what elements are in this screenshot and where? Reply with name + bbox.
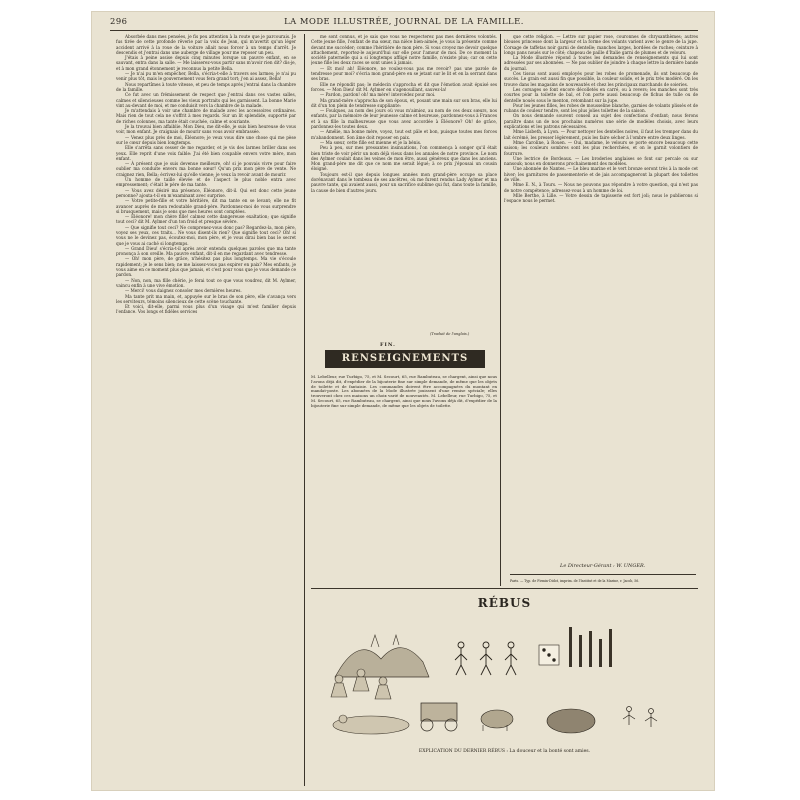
paragraph: que cette religion. — Lettre sur papier rose, couronnes de chrysanthèmes; autres blouses princesse dont la largeur et la forme des volants varient avec le genre de la jupe. Corsage de taffetas noir garni de dentelle; manches larges, bordées de ruches; ceinture à longs pans noués sur le côté; chapeau de paille d'Italie garni de plumes et de velours.: [504, 34, 698, 55]
paragraph: On nous demande souvent conseil au sujet des confections d'enfant; nous ferons paraître dans un de nos prochains numéros une série de modèles choisis, avec leurs explications et les patrons nécessaires.: [504, 113, 698, 130]
paragraph: — Votre petite-fille et votre héritière, dit ma tante en se levant; elle ne fit avancer auprès de mon redoutable grand-père. Pardonnez-moi de vous surprendre si brusquement, mais je sens que mes heures sont comptées.: [116, 198, 296, 214]
paragraph: Mme Caroline, à Rouen. — Oui, madame, le velours se porte encore beaucoup cette saison; les couleurs sombres sont les plus recherchées, et on le garnit volontiers de fourrure.: [504, 139, 698, 156]
landscape-vignette: [335, 635, 429, 677]
paragraph: Mme Lisbeth, à Lyon. — Pour nettoyer les dentelles noires, il faut les tremper dans du lait écrémé, les presser légèrement, puis les faire sécher à l'ombre entre deux linges.: [504, 129, 698, 140]
paragraph: — Vous avez désiré ma présence, Éléonore, dit-il. Qui est donc cette jeune personne? ajouta-t-il en m'examinant avec surprise.: [116, 187, 296, 198]
paragraph: — Amélie, ma bonne mère, voyez, tout est pâle et bon, puisque toutes mes forces m'abandonnent. Son âme doit reposer en paix.: [311, 129, 497, 140]
header-rule: [110, 30, 698, 31]
paragraph: — Ma sœur, cette fille est mienne et je la bénis.: [320, 139, 422, 145]
column-divider-2: [500, 34, 501, 586]
fashion-column: [504, 34, 698, 600]
paragraph: — Je n'ai pu m'en empêcher, Bella, s'écria-t-elle à travers ses larmes; je n'ai pu venir plus tôt, mais le gouvernement vous fera grand tort; j'en ai assez, Bella!: [116, 71, 296, 82]
paragraph: — Pardon, pardon! oh! ma mère! intercédez pour moi.: [320, 92, 436, 98]
rebus-explanation: EXPLICATION DU DERNIER RÉBUS : La douceur et la bonté sont amies.: [418, 749, 591, 754]
paragraph: Toujours est-il que depuis longues années mon grand-père occupe sa place dorénavant dans le tombeau de ses ancêtres, où me furent rendus Lady Aylmer et ma pauvre tante, qui avaient aussi, pour un sacrifice sublime qui fut, dans toute la famille, la cause de bien d'autres jours.: [311, 171, 497, 193]
paragraph: Nous repartîmes à toute vitesse, et peu de temps après j'entrai dans la chambre de la famille.: [116, 81, 296, 92]
paragraph: — Grand Dieu! s'écria-t-il après avoir entendu quelques paroles que ma tante prononça à son oreille. Ma pauvre enfant, dit-il en me regardant avec tendresse.: [116, 245, 296, 257]
pig-figure: [481, 710, 513, 731]
paragraph: Je la trouvai bien affaiblie. Mon Dieu, me dit-elle, je suis bien heureuse de vous voir, mon enfant. Je craignais de mourir sans vous avoir embrassée.: [116, 124, 296, 135]
stick-figures: [455, 642, 517, 675]
renseignements-banner: [325, 350, 485, 368]
translation-credit: (Traduit de l'anglais.): [430, 332, 470, 336]
paragraph: La Mode illustrée répond à toutes les demandes de renseignements qui lui sont adressées par ses abonnées. — Ne pas oublier de joindre à chaque lettre la dernière bande du journal.: [504, 55, 698, 71]
bread-loaf: [547, 709, 595, 733]
printer-line: Paris. — Typ. de Firmin-Didot, imprim. de l'Institut et de la Marine, r. Jacob, 56.: [510, 579, 640, 583]
rebus-title: RÉBUS: [477, 596, 532, 610]
paragraph: me sont connus, et je sais que vous ne respecterez pas mes dernières volontés. Cette jeune fille, l'enfant de ma sœur, ma nièce bien-aimée, je vous la présente comme devant me succéder; comme l'héritière de mon père. Si vous croyez me devoir quelque attachement, reportez-le aujourd'hui sur elle pour l'amour de moi. De ce moment la société paternelle qui a si longtemps affligé notre famille, n'existe plus; car on cette jeune fille les deux races se sont unies à jamais.: [311, 34, 497, 66]
paragraph: Et voici, dit-elle, parmi vous plus d'un visage qui m'est familier depuis l'enfance. Vos longs et fidèles services: [116, 304, 296, 315]
paragraph: Elle s'arrêta sans cesser de me regarder, et je vis des larmes briller dans ses yeux. Elle reprit d'une voix faible: J'ai été bien coupable envers votre mère, mon enfant.: [116, 145, 296, 161]
rebus-top-rule: [311, 588, 698, 589]
paragraph: — Non, non, ma fille chérie, je ferai tout ce que vous voudrez, dit M. Aylmer, vaincu enfin à une vive émotion.: [116, 277, 296, 288]
renseignements-body: M. Lebelleur, rue Turbigo, 75, et M. Secourt, 65, rue Rambuteau, se chargent, ainsi que nous l'avons déjà dit, d'expédier de la bijouterie fine sur simple demande, de même que les objets de toilette et de fantaisie. Les commandes doivent être accompagnées du montant en mandat-poste. Les abonnées de la Mode illustrée jouissent d'une remise spéciale; elles trouveront chez ces maisons un choix varié de nouveautés. M. Lebelleur, rue Turbigo, 75, et M. Secourt, 65, rue Rambuteau, se chargent, ainsi que nous l'avons déjà dit, d'expédier de la bijouterie fine sur simple demande, de même que les objets de toilette.: [311, 375, 497, 408]
small-figures: [623, 707, 657, 728]
reclining-figures: [333, 715, 409, 734]
paragraph: — Oh! mon père, de grâce, n'hésitez pas plus longtemps. Ma vie s'écoule rapidement; je le sens bien; ne me laissez-vous pas expirer en paix? Mes enfants, je vous aime en ce moment plus que jamais, et c'est pour vous que je vous demande ce pardon.: [116, 256, 296, 278]
paragraph: Ces tissus sont aussi employés pour les robes de promenade, ils ont beaucoup de succès. Le grain est aussi fin que possible, la couleur solide, et le prix très modéré. On les trouve dans les magasins de nouveautés et chez les principaux marchands de soieries.: [504, 71, 698, 87]
paragraph: Un homme de taille élevée et de l'aspect le plus noble entra avec empressement; c'était le père de ma tante.: [116, 177, 296, 188]
paragraph: Ce fut avec un frémissement de respect que j'entrai dans ces vastes salles, calmes et silencieuses comme les vieux portraits qui les garnissent. La bonne Marie vint au-devant de moi, et me conduisit vers la chambre de la malade.: [116, 92, 296, 108]
paragraph: J'étais à peine assise depuis cinq minutes lorsque un pauvre enfant, en se sauvant, entra dans la salle. — Me laisserez-vous partir sans m'avoir rien dit? dis-je, et à mon grand étonnement je reconnus la petite Bella.: [116, 55, 296, 71]
printer-rule: [510, 574, 696, 575]
dice-icon: [539, 645, 559, 665]
paragraph: — Merci! vous daignez consoler mes dernières heures.: [125, 288, 242, 294]
paragraph: Mlle Berthe, à Lille. — Votre dessin de tapisserie est fort joli; nous le publierons si l'espace nous le permet.: [504, 192, 698, 204]
paragraph: — Foulques, au nom des jours où vous m'aimiez, au nom de ces deux sœurs, nos enfants, par la mémoire de leur jeunesse calme et heureuse, pardonnez-vous à Frances et à sa fille la malheureuse que vous avez accordée à Éléonore? Oh! de grâce, pardonnez-les toutes deux.: [311, 108, 497, 130]
paragraph: Les corsages se font encore décolletés en carré, ou à revers; les manches sont très courtes pour la toilette de bal, et l'on porte aussi beaucoup de fichus de tulle ou de dentelle noués sous le menton, retombant sur la jupe.: [504, 86, 698, 103]
paragraph: Une lectrice de Bordeaux. — Les broderies anglaises se font sur percale ou sur nansouk; nous en donnerons prochainement des modèles.: [504, 155, 698, 167]
paragraph: Ma grand-mère s'approcha de son époux, et, posant une main sur son bras, elle lui dit d'un ton plein de tendresse suppliante:: [311, 97, 497, 108]
paragraph: — Que signifie tout ceci? Ne comprenez-vous donc pas? Regardez-la, mon père, voyez ses yeux, ces traits... Ne vous disent-ils rien? Que signifie tout ceci? Oh! si vous ne le devinez pas, écoutez-moi, mon père, et je vous dirai bien bas le secret que je vous ai caché si longtemps.: [116, 224, 296, 246]
paragraph: — Éléonore! mon chère fille! calmez cette dangereuse exaltation; que signifie tout ceci? dit M. Aylmer d'un ton froid et presque sévère.: [116, 214, 296, 225]
paragraph: Absorbée dans mes pensées, je fis peu attention à la route que je parcourais. Je fus tirée de cette profonde rêverie par la voix de Jean, qui m'avertit qu'un léger accident arrivé à la roue de la voiture allait nous forcer à un temps d'arrêt. Je descendis et j'entrai dans une auberge de village pour me reposer un peu.: [116, 34, 296, 55]
letter-decoration: [569, 627, 612, 667]
journal-title: LA MODE ILLUSTRÉE, JOURNAL DE LA FAMILLE.: [284, 16, 524, 26]
paragraph: Elle ne répondit pas; le médecin s'approcha et dit que l'émotion avait épuisé ses forces. — Mon Dieu! dit M. Aylmer en s'agenouillant, sauvez-la!: [311, 81, 497, 92]
paragraph: — Venez plus près de moi, Éléonore; je veux vous dire une chose qui me pèse sur le cœur depuis bien longtemps.: [116, 134, 296, 145]
editor-signature: Le Directeur-Gérant : W. UNGER.: [560, 563, 646, 569]
paragraph: Je m'attendais à voir une chambre de malade avec les accessoires ordinaires. Mais rien de tout cela ne s'offrit à mes regards. Sur un lit splendide, supporté par de riches colonnes, ma tante était couchée, calme et souriante.: [116, 108, 296, 124]
page-number: 296: [110, 16, 128, 26]
paragraph: Mme E. N., à Tours. — Nous ne pouvons pas répondre à votre question, qui n'est pas de notre compétence; adressez-vous à un homme de loi.: [504, 182, 698, 193]
carriage-scene: [421, 703, 457, 731]
renseignements-title: RENSEIGNEMENTS: [341, 353, 469, 364]
paragraph: Pour les jeunes filles, les robes de mousseline blanche, garnies de volants plissés et de rubans de couleur tendre, sont les plus jolies toilettes de la saison.: [504, 102, 698, 114]
paragraph: Ma tante prit ma main, et, appuyée sur le bras de son père, elle s'avança vers les serviteurs, témoins silencieux de cette scène touchante.: [116, 293, 296, 304]
paragraph: Une abonnée de Nantes. — Le bleu marine et le vert bronze seront très à la mode cet hiver; les garnitures de passementerie et de jais accompagneront la plupart des toilettes de ville.: [504, 166, 698, 183]
paragraph: Peu à peu, sur mes pressantes insinuations, l'on commença à songer qu'il était bien triste de voir périr un nom déjà vieux dans les annales de notre province. Le nom des Aylmer coulait dans les veines de mon être, aussi généreux que dans les anciens. Mon grand-père me dit que ce nom me serait légué; à ce prix j'épousai un cousin éloigné.: [311, 145, 497, 172]
story-column-1: [116, 34, 296, 786]
rebus-illustration: [311, 607, 698, 745]
paragraph: — À présent que je suis devenue meilleure, oh! si je pouvais vivre pour faire oublier ma conduite envers ma bonne sœur! Qu'un prix mon père de vente. Ne craignez rien, Bella; écrivez-lui qu'elle vienne; je veux la revoir avant de mourir.: [116, 161, 296, 177]
story-end-label: FIN.: [380, 342, 396, 348]
column-divider-1: [304, 34, 305, 786]
story-column-2: [311, 34, 497, 336]
paragraph: — Et moi! ah! Éléonore, ne voulez-vous pas me revoir? pas une parole de tendresse pour moi? s'écria mon grand-père en se jetant sur le lit et en la serrant dans ses bras.: [311, 65, 497, 82]
